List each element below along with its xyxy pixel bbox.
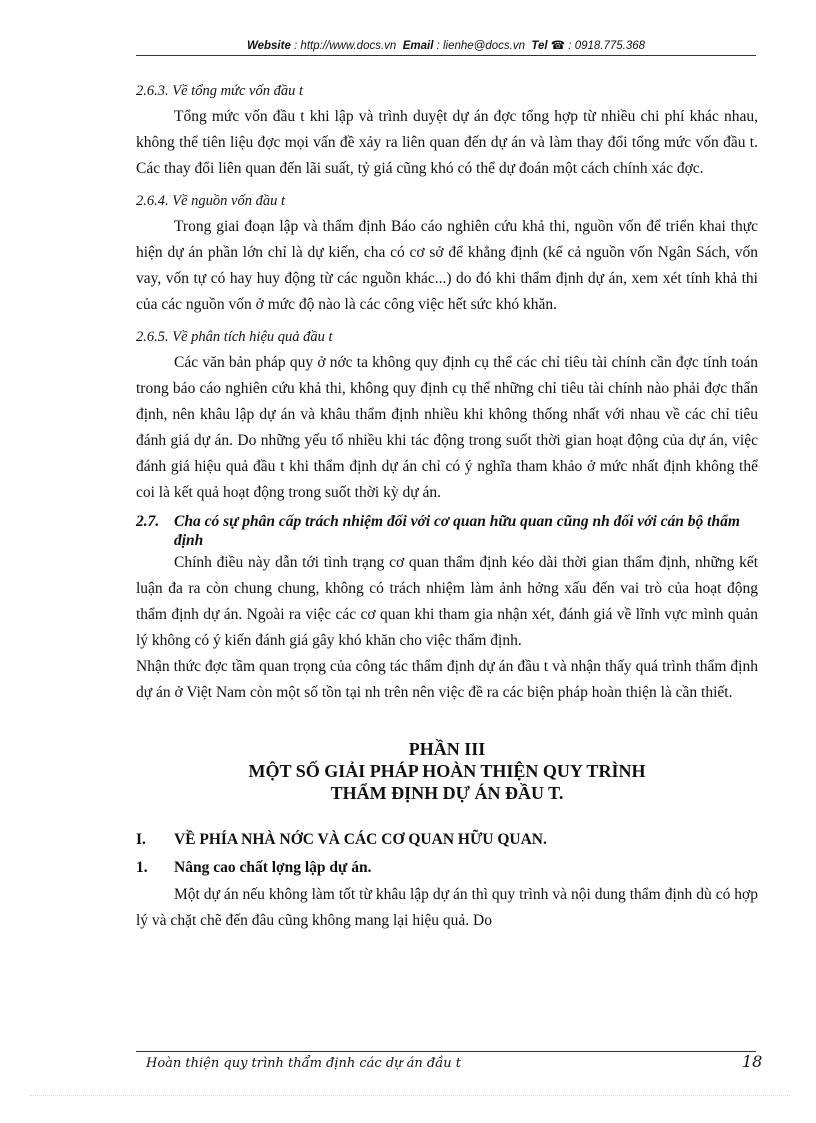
header-divider (136, 55, 756, 56)
page-number: 18 (742, 1052, 763, 1071)
heading-2-6-5: 2.6.5. Về phân tích hiệu quả đầu t (136, 329, 333, 345)
paragraph-2-6-4: Trong giai đoạn lập và thẩm định Báo cáo nghiên cứu khả thi, nguồn vốn để triển khai thực hiện dự án phần lớn chỉ là dự kiến, cha có cơ sở để khẳng định (kể cả nguồn vốn Ngân Sách, vốn vay, vốn tự có hay huy động từ các nguồn khác...) do đó khi thẩm định dự án, xem xét tính khả thi của các nguồn vốn ở mức độ nào là các công việc hết sức khó khăn. (136, 218, 758, 313)
heading-2-7-title: Cha có sự phân cấp trách nhiệm đối với cơ quan hữu quan cũng nh đối với cán bộ thẩm định (174, 513, 740, 549)
heading-2-7-number: 2.7. (136, 513, 160, 530)
page-edge-dots (30, 1095, 790, 1096)
email-label: Email (402, 40, 434, 52)
heading-I-number: I. (136, 831, 146, 848)
heading-2-7 (136, 512, 758, 550)
heading-I-title: VỀ PHÍA NHÀ NỚC VÀ CÁC CƠ QUAN HỮU QUAN. (174, 831, 547, 848)
heading-I (136, 826, 758, 854)
paragraph-2-7-b: Nhận thức đợc tầm quan trọng của công tác thẩm định dự án đầu t và nhận thấy quá trình thẩm định dự án ở Việt Nam còn một số tồn tại nh trên nên việc đề ra các biện pháp hoàn thiện là cần thiết. (136, 658, 758, 701)
heading-1-title: Nâng cao chất lợng lập dự án. (174, 859, 372, 876)
website-label: Website (246, 40, 291, 52)
paragraph-1: Một dự án nếu không làm tốt từ khâu lập dự án thì quy trình và nội dung thẩm định dù có hợp lý và chặt chẽ đến đâu cũng không mang lại hiệu quả. Do (136, 886, 758, 929)
page-header (136, 38, 756, 52)
part-label: PHẦN III (408, 739, 486, 759)
paragraph-2-6-5: Các văn bản pháp quy ở nớc ta không quy định cụ thể các chỉ tiêu tài chính cần đợc tính toán trong báo cáo nghiên cứu khả thi, không quy định cụ thể những chỉ tiêu tài chính nào phải đợc thẩn định, nên khâu lập dự án và khâu thẩm định nhiều khi không thống nhất với nhau về các chỉ tiêu đánh giá dự án. Do những yếu tố nhiều khi tác động trong suốt thời gian hoạt động của dự án, việc đánh giá hiệu quả đầu t khi thẩm định dự án chỉ có ý nghĩa tham khảo ở mức nhất định không thể coi là kết quả hoạt động trong suốt thời kỳ dự án. (136, 354, 758, 501)
tel-label: Tel (531, 40, 548, 52)
part-subtitle-1: MỘT SỐ GIẢI PHÁP HOÀN THIỆN QUY TRÌNH (248, 761, 646, 781)
document-body (136, 78, 758, 934)
website-value: : http://www.docs.vn (294, 40, 397, 52)
heading-1 (136, 854, 758, 882)
heading-2-6-3: 2.6.3. Về tổng mức vốn đầu t (136, 83, 303, 99)
paragraph-2-6-3: Tổng mức vốn đầu t khi lập và trình duyệt dự án đợc tổng hợp từ nhiều chi phí khác nhau, không thể tiên liệu đợc mọi vấn đề xảy ra liên quan đến dự án và làm thay đổi tổng mức vốn đầu t. Các thay đổi liên quan đến lãi suất, tỷ giá cũng khó có thể dự đoán một cách chính xác đợc. (136, 108, 758, 177)
part-title (136, 738, 758, 804)
footer-title: Hoàn thiện quy trình thẩm định các dự án đầu t (146, 1056, 461, 1071)
heading-2-6-4: 2.6.4. Về nguồn vốn đầu t (136, 193, 286, 209)
heading-1-number: 1. (136, 859, 148, 876)
email-value: : lienhe@docs.vn (436, 40, 525, 52)
tel-value: ☎ : 0918.775.368 (550, 40, 646, 52)
paragraph-2-7-a: Chính điều này dẫn tới tình trạng cơ quan thẩm định kéo dài thời gian thẩm định, những kết luận đa ra còn chung chung, không có trách nhiệm làm ảnh hởng xấu đến vai trò của hoạt động thẩm định dự án. Ngoài ra việc các cơ quan khi tham gia nhận xét, đánh giá về lĩnh vực mình quản lý không có ý kiến đánh giá gây khó khăn cho việc thẩm định. (136, 554, 758, 649)
footer-divider (136, 1051, 756, 1052)
part-subtitle-2: THẨM ĐỊNH DỰ ÁN ĐẦU T. (330, 783, 564, 803)
